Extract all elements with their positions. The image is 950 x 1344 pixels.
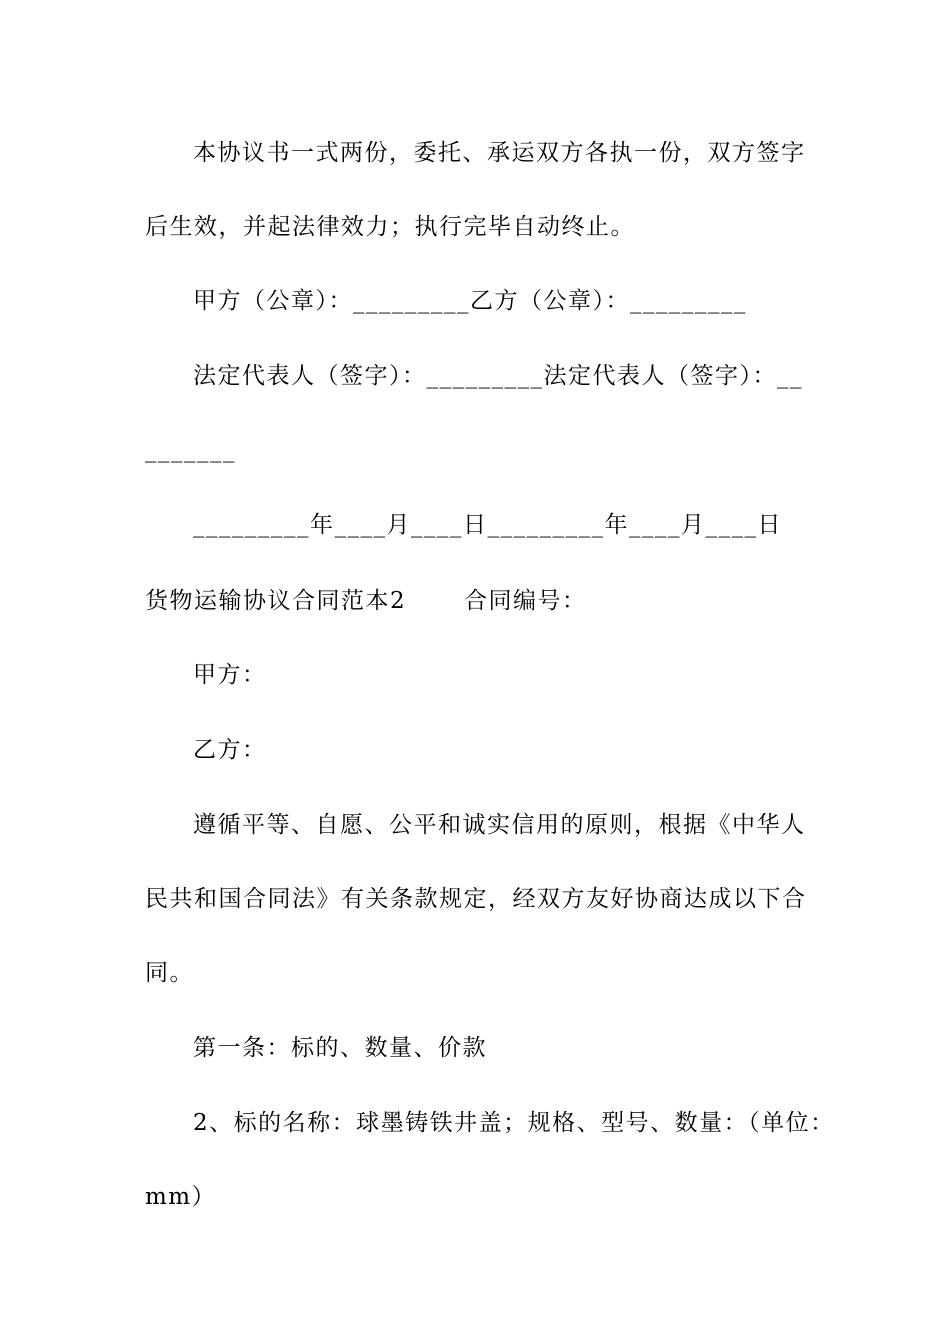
section-title: 货物运输协议合同范本2 合同编号： <box>145 588 587 614</box>
signature-representative-line: 法定代表人（签字）：_________法定代表人（签字）：__ <box>193 363 803 389</box>
paragraph-line: 民共和国合同法》有关条款规定，经双方友好协商达成以下合 <box>145 886 807 912</box>
paragraph-line: mm） <box>145 1184 217 1210</box>
paragraph-line: 遵循平等、自愿、公平和诚实信用的原则，根据《中华人 <box>193 812 806 838</box>
paragraph-line: 2、标的名称：球墨铸铁井盖；规格、型号、数量：（单位： <box>193 1110 835 1136</box>
party-a-label: 甲方： <box>193 662 267 688</box>
paragraph-line: 本协议书一式两份，委托、承运双方各执一份，双方签字 <box>193 140 806 166</box>
signature-party-line: 甲方（公章）：_________乙方（公章）：_________ <box>193 288 747 314</box>
paragraph-line: 后生效，并起法律效力；执行完毕自动终止。 <box>145 214 635 240</box>
signature-continuation-line: _______ <box>145 437 236 463</box>
date-line: _________年____月____日_________年____月____日 <box>193 512 782 538</box>
party-b-label: 乙方： <box>193 737 267 763</box>
paragraph-line: 同。 <box>145 960 194 986</box>
article-heading: 第一条：标的、数量、价款 <box>193 1035 487 1061</box>
